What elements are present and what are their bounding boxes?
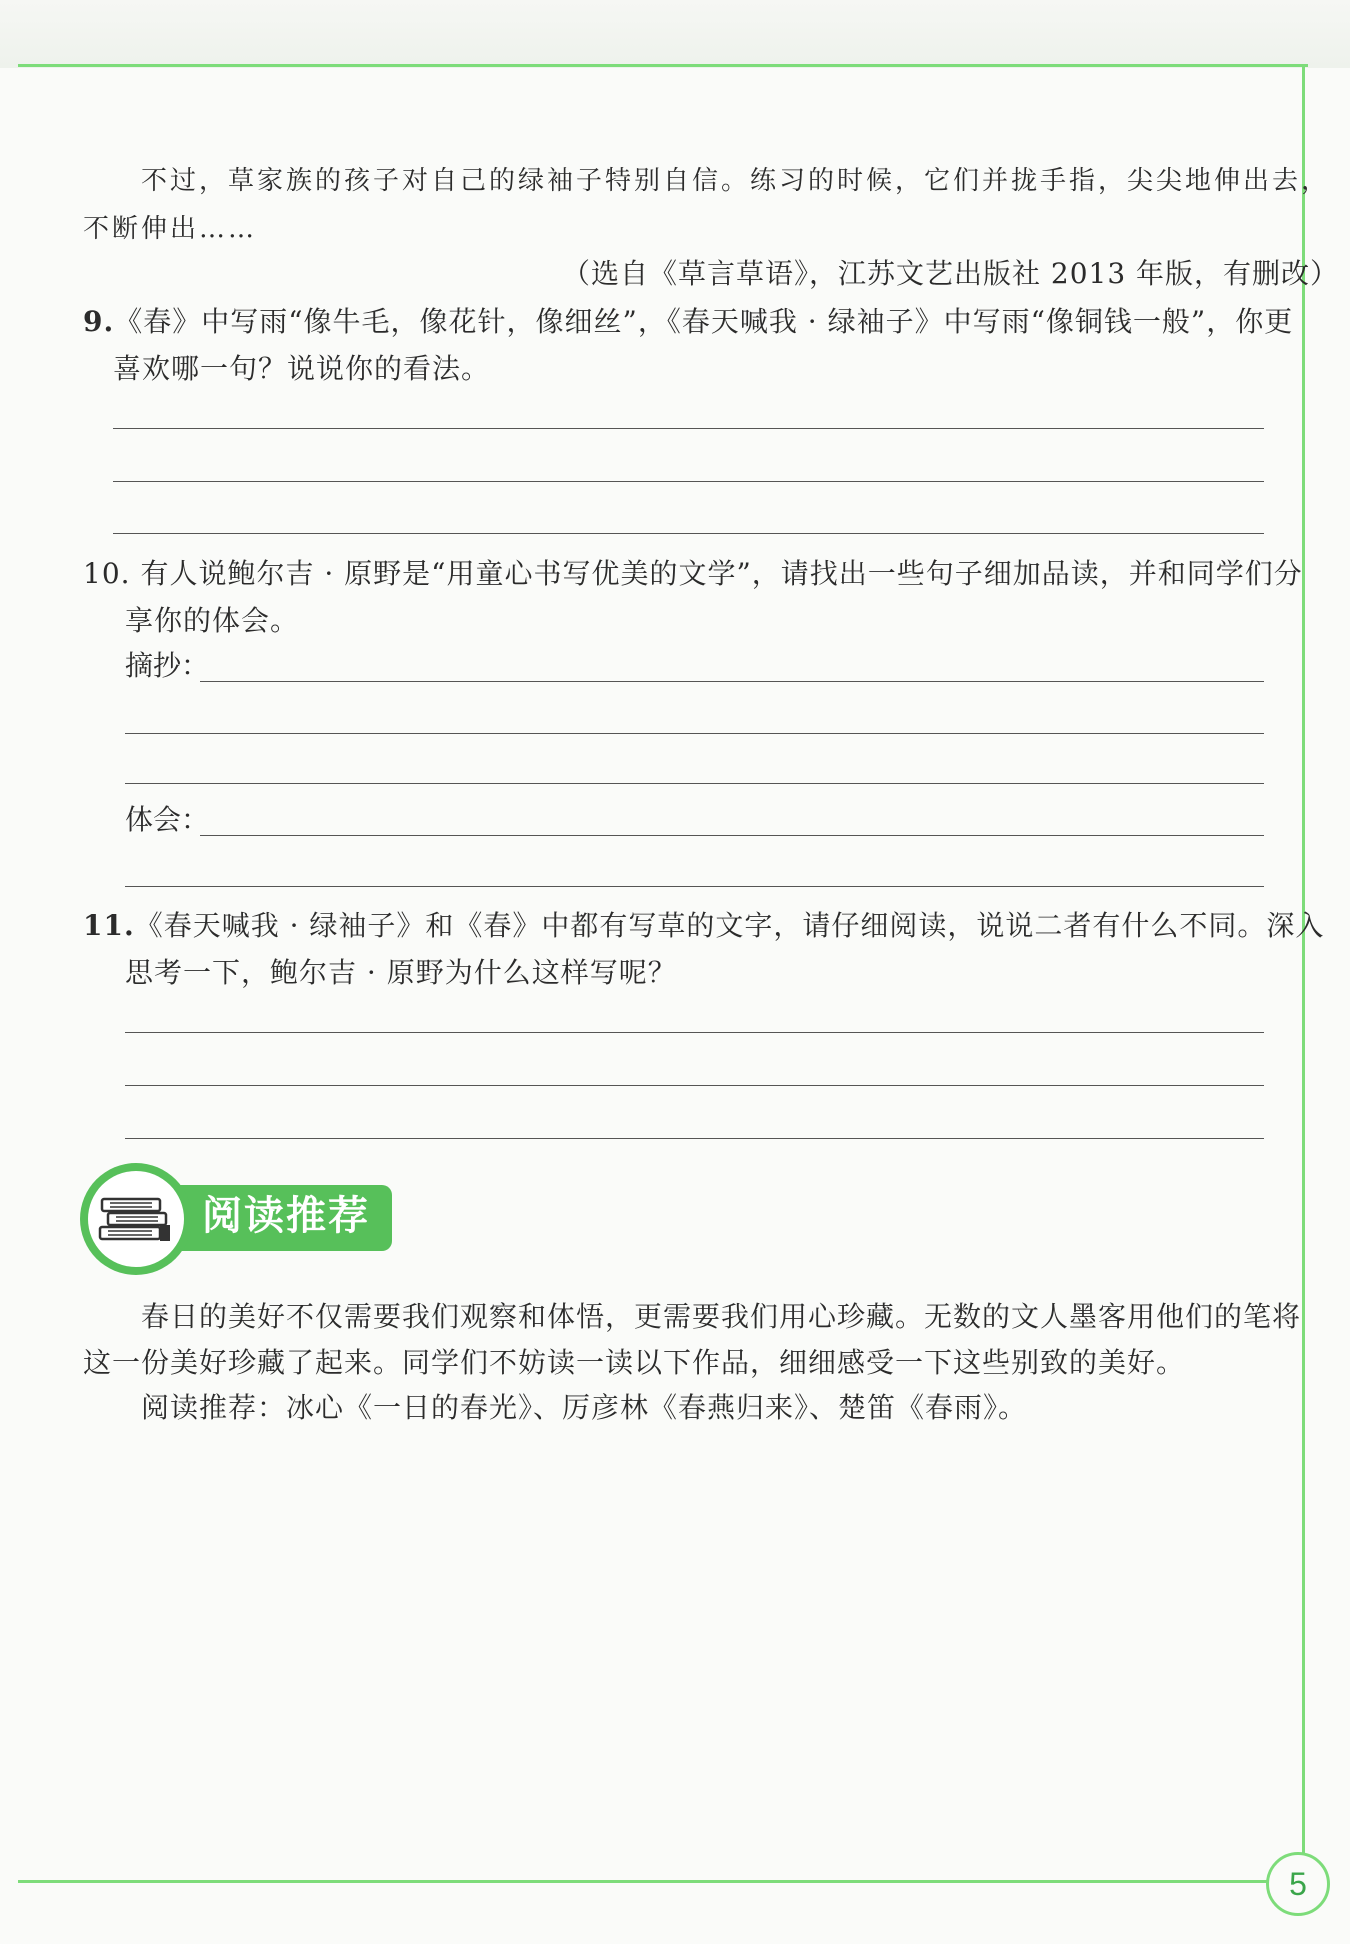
- answer-line[interactable]: [125, 783, 1264, 784]
- answer-line[interactable]: [113, 481, 1264, 482]
- answer-line[interactable]: [200, 835, 1264, 836]
- question-11-number: 11.: [83, 909, 135, 942]
- question-10-text: 有人说鲍尔吉 · 原野是“用童心书写优美的文学”，请找出一些句子细加品读，并和同学们分: [140, 557, 1303, 590]
- feeling-label: 体会：: [125, 803, 210, 836]
- recommend-line-1: 春日的美好不仅需要我们观察和体悟，更需要我们用心珍藏。无数的文人墨客用他们的笔将: [141, 1300, 1302, 1333]
- answer-line[interactable]: [125, 886, 1264, 887]
- answer-line[interactable]: [125, 1138, 1264, 1139]
- answer-line[interactable]: [125, 1032, 1264, 1033]
- banner-inner: [88, 1171, 184, 1267]
- frame-bottom: [18, 1880, 1268, 1883]
- question-9-text: 《春》中写雨“像牛毛，像花针，像细丝”，《春天喊我 · 绿袖子》中写雨“像铜钱一般”，你更: [114, 305, 1294, 338]
- recommend-line-3: 阅读推荐：冰心《一日的春光》、厉彦林《春燕归来》、楚笛《春雨》。: [141, 1391, 1028, 1424]
- answer-line[interactable]: [113, 533, 1264, 534]
- question-10-line-2: 享你的体会。: [125, 604, 300, 637]
- section-title: 阅读推荐: [202, 1193, 370, 1239]
- page-number: 5: [1289, 1866, 1307, 1902]
- recommend-line-2: 这一份美好珍藏了起来。同学们不妨读一读以下作品，细细感受一下这些别致的美好。: [83, 1346, 1186, 1379]
- answer-line[interactable]: [125, 733, 1264, 734]
- question-11-line-2: 思考一下，鲍尔吉 · 原野为什么这样写呢？: [125, 956, 677, 989]
- excerpt-line-1: 不过，草家族的孩子对自己的绿袖子特别自信。练习的时候，它们并拢手指，尖尖地伸出去，: [141, 166, 1331, 196]
- frame-right: [1302, 64, 1305, 1884]
- question-9-number: 9.: [83, 305, 115, 338]
- question-9: [83, 303, 1293, 341]
- question-11-text: 《春天喊我 · 绿袖子》和《春》中都有写草的文字，请仔细阅读，说说二者有什么不同。深入: [134, 909, 1325, 942]
- question-9-line-2: 喜欢哪一句？说说你的看法。: [113, 352, 491, 385]
- answer-line[interactable]: [200, 681, 1264, 682]
- answer-line[interactable]: [113, 428, 1264, 429]
- question-11: [83, 907, 1324, 945]
- question-10: [83, 555, 1303, 593]
- answer-line[interactable]: [125, 1085, 1264, 1086]
- reading-recommendation-banner: [80, 1163, 392, 1253]
- books-icon: [88, 1171, 184, 1267]
- excerpt-line-2: 不断伸出……: [83, 214, 258, 244]
- page-number-badge: [1266, 1852, 1330, 1916]
- banner-circle: [80, 1163, 192, 1275]
- page-top-band: [0, 0, 1350, 68]
- frame-top: [18, 64, 1308, 67]
- excerpt-label: 摘抄：: [125, 649, 210, 682]
- question-10-number: 10.: [83, 557, 131, 590]
- excerpt-source: （选自《草言草语》，江苏文艺出版社 2013 年版，有删改）: [562, 257, 1340, 290]
